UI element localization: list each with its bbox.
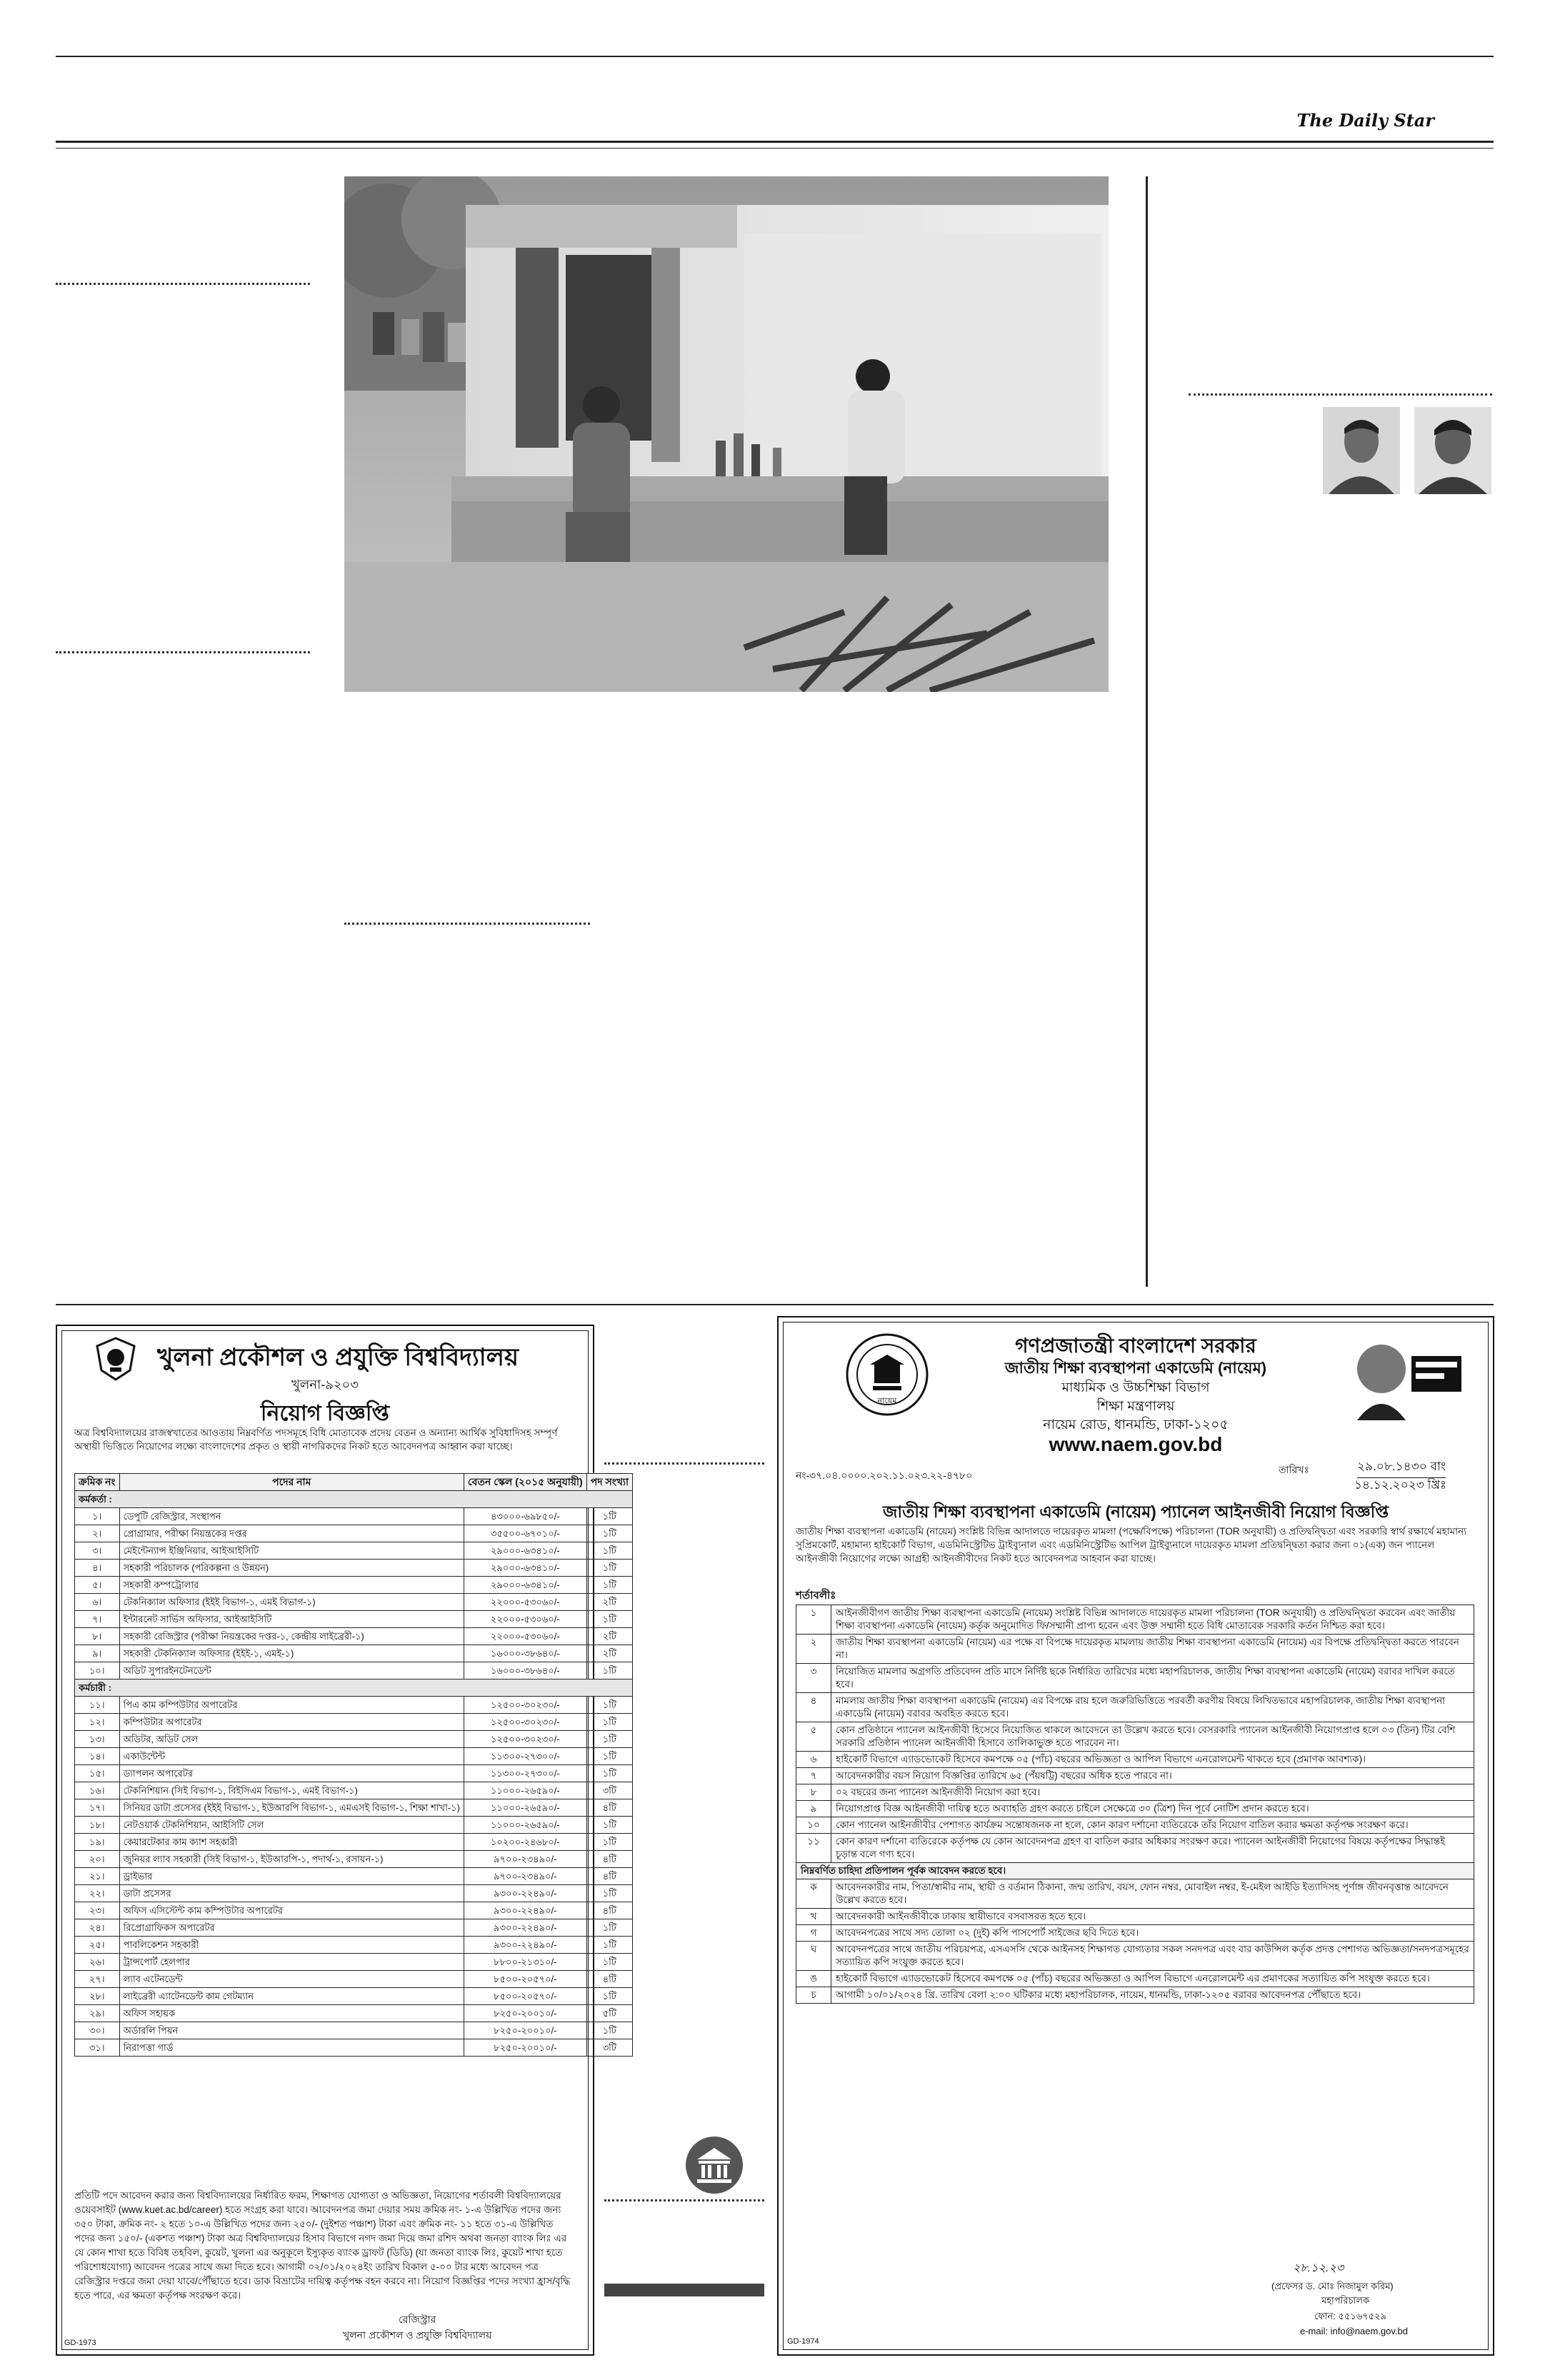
cell-serial: ১৫। (75, 1765, 120, 1782)
term-number: ২ (796, 1635, 831, 1664)
cell-scale: ৮২৫০-২০০১০/- (464, 2022, 586, 2039)
term-number: ঘ (796, 1942, 831, 1971)
cell-count: ৪টি (586, 1902, 632, 1919)
table-row (75, 1645, 633, 1662)
cell-serial: ২৭। (75, 1971, 120, 1988)
kuet-ad (56, 1325, 629, 2356)
cell-serial: ৭। (75, 1611, 120, 1628)
ads-top-rule (56, 1304, 1494, 1305)
cell-serial: ২৩। (75, 1902, 120, 1919)
cell-post: সহকারী পরিচালক (পরিকল্পনা ও উন্নয়ন) (119, 1560, 464, 1577)
table-row (75, 2022, 633, 2039)
cell-count: ৫টি (586, 2005, 632, 2022)
cell-count: ১টি (586, 1817, 632, 1834)
headshot-1-image (1323, 407, 1400, 494)
term-text: আইনজীবীগণ জাতীয় শিক্ষা ব্যবস্থাপনা একাডেমি (নায়েম) সংশ্লিষ্ট বিভিন্ন আদালতে দায়েরকৃত মামলা পরিচালনা (TOR অনুযায়ী) ও প্রতিদ্বন্দ্বিতা করবেন এবং জাতীয় শিক্ষা ব্যবস্থাপনা একাডেমি (নায়েম) কর্তৃক অনুমোদিত ফি/সম্মানী প্রাপ্য হবেন এবং উক্ত সম্মানী হতে বিধি মোতাবেক সরকারি কর্তন নিশ্চিত করা হবে। (831, 1605, 1474, 1635)
cell-post: টেকনিশিয়ান (সিই বিভাগ-১, বিইসিএম বিভাগ-১, এমই বিভাগ-১) (119, 1782, 464, 1799)
cell-count: ৪টি (586, 1851, 632, 1868)
news-photo (344, 176, 1109, 692)
term-row (796, 1801, 1474, 1817)
cell-post: পিএ কাম কম্পিউটার অপারেটর (119, 1697, 464, 1714)
naem-terms-body (796, 1605, 1474, 2004)
cell-serial: ২৯। (75, 2005, 120, 2022)
table-row (75, 1782, 633, 1799)
term-number: ৭ (796, 1768, 831, 1784)
term-number: ৯ (796, 1801, 831, 1817)
table-row (75, 1799, 633, 1817)
naem-building-logo-icon (684, 2135, 744, 2195)
cell-post: ইন্টারনেট সার্ভিস অফিসার, আইআইসিটি (119, 1611, 464, 1628)
documents-label: নিম্নবর্ণিত চাহিদা প্রতিপালন পূর্বক আবেদন করতে হবে। (796, 1863, 1474, 1879)
table-row (75, 1628, 633, 1645)
naem-line4: শিক্ষা মন্ত্রণালয় (1096, 1399, 1175, 1414)
cell-serial: ১১। (75, 1697, 120, 1714)
naem-intro: জাতীয় শিক্ষা ব্যবস্থাপনা একাডেমি (নায়েম) সংশ্লিষ্ট বিভিন্ন আদালতে দায়েরকৃত মামলা (পক্ষে/বিপক্ষে) পরিচালনা (TOR অনুযায়ী) ও প্রতিদ্বন্দ্বিতা এবং সরকারি স্বার্থ রক্ষার্থে মহামান্য সুপ্রিমকোর্ট, মহামান্য হাইকোর্ট বিভাগ, এডমিনিস্ট্রেটিভ ট্রাইব্যুনাল এবং এডমিনিস্ট্রেটিভ আপিল ট্রাইব্যুনালে দায়েরকৃত মামলা প্রতিদ্বন্দ্বিতা করার জন্য ০১(এক) জন প্যানেল আইনজীবী নিয়োগের লক্ষ্যে আগ্রহী আইনজীবীদের নিকট হতে আবেদনপত্র আহবান করা যাচ্ছে। (796, 1526, 1467, 1564)
table-row (75, 1748, 633, 1765)
term-row (796, 1784, 1474, 1801)
cell-post: অফিস এসিস্টেন্ট কাম কম্পিউটার অপারেটর (119, 1902, 464, 1919)
table-row (75, 1765, 633, 1782)
cell-post: নিরাপত্তা গার্ড (119, 2039, 464, 2057)
mid-col-bar (604, 2284, 764, 2296)
table-row (75, 1525, 633, 1542)
term-text: হাইকোর্ট বিভাগে এ্যাডভোকেট হিসেবে কমপক্ষে ০৫ (পাঁচ) বছরের অভিজ্ঞতা ও আপিল বিভাগে এনরোলমেন্ট এর প্রমাণকের সত্যায়িত কপি সংযুক্ত করতে হবে। (831, 1971, 1474, 1987)
naem-line3: মাধ্যমিক ও উচ্চশিক্ষা বিভাগ (1061, 1380, 1210, 1395)
cell-serial: ১৬। (75, 1782, 120, 1799)
cell-serial: ৩০। (75, 2022, 120, 2039)
term-text: আবেদনকারীর নাম, পিতা/স্বামীর নাম, স্থায়ী ও বর্তমান ঠিকানা, জন্ম তারিখ, বয়স, ফোন নম্বর, মোবাইল নম্বর, ই-মেইল আইডি ইত্যাদিসহ পূর্ণাঙ্গ জীবনবৃত্তান্ত আবেদনে উল্লেখ করতে হবে। (831, 1879, 1474, 1909)
term-text: হাইকোর্ট বিভাগে এ্যাডভোকেট হিসেবে কমপক্ষে ০৫ (পাঁচ) বছরের অভিজ্ঞতা ও আপিল বিভাগে এনরোলমেন্ট থাকতে হবে (প্রমাণক আবশ্যক)। (831, 1752, 1474, 1768)
cell-scale: ১১০০০-২৬৫৯০/- (464, 1782, 586, 1799)
term-row (796, 1942, 1474, 1971)
table-row (75, 1902, 633, 1919)
cell-serial: ১। (75, 1508, 120, 1525)
kuet-notice-title: নিয়োগ বিজ্ঞপ্তি (260, 1402, 390, 1425)
kuet-title: খুলনা প্রকৌশল ও প্রযুক্তি বিশ্ববিদ্যালয় (157, 1344, 519, 1371)
naem-line2: জাতীয় শিক্ষা ব্যবস্থাপনা একাডেমি (নায়েম) (1004, 1359, 1267, 1377)
cell-scale: ৮৫০০-২০৫৭০/- (464, 1988, 586, 2005)
term-row (796, 1987, 1474, 2004)
cell-serial: ১৩। (75, 1731, 120, 1748)
cell-serial: ৯। (75, 1645, 120, 1662)
cell-post: ল্যাব এটেনডেন্ট (119, 1971, 464, 1988)
cell-post: ডাটা প্রসেসর (119, 1885, 464, 1902)
cell-count: ১টি (586, 1508, 632, 1525)
table-row (75, 1611, 633, 1628)
cell-post: কেয়ারটেকার কাম ক্যাশ সহকারী (119, 1834, 464, 1851)
naem-phone: ফোন: ৫৫১৬৭৫২৯ (1314, 2311, 1387, 2321)
cell-scale: ২৯০০০-৬৩৪১০/- (464, 1542, 586, 1560)
cell-scale: ৮২৫০-২০০১০/- (464, 2039, 586, 2057)
cell-serial: ৮। (75, 1628, 120, 1645)
cell-post: ট্রান্সপোর্ট হেলপার (119, 1954, 464, 1971)
naem-date-label: তারিখঃ (1279, 1464, 1309, 1475)
cell-post: একাউন্টেন্ট (119, 1748, 464, 1765)
term-number: ৪ (796, 1693, 831, 1722)
term-number: খ (796, 1909, 831, 1925)
mid-col-rule-2 (604, 2199, 764, 2201)
kuet-table-body (75, 1491, 633, 2057)
cell-count: ১টি (586, 1937, 632, 1954)
table-row (75, 1560, 633, 1577)
naem-signature-date: ২৮.১২.২৩ (1293, 2262, 1344, 2274)
cell-scale: ১১৩০০-২৭৩০০/- (464, 1748, 586, 1765)
cell-post: অফিস সহায়ক (119, 2005, 464, 2022)
cell-post: অডিট সুপারইনটেনডেন্ট (119, 1662, 464, 1679)
table-row (75, 1508, 633, 1525)
kuet-section-row (75, 1491, 633, 1508)
cell-scale: ৯৩০০-২২৪৯০/- (464, 1919, 586, 1937)
cell-count: ১টি (586, 1748, 632, 1765)
col-scale: বেতন স্কেল (২০১৫ অনুযায়ী) (464, 1474, 586, 1491)
naem-terms-table (796, 1605, 1474, 2004)
term-number: ৬ (796, 1752, 831, 1768)
table-row (75, 1885, 633, 1902)
header-rule-thick (56, 141, 1494, 143)
term-number: ক (796, 1879, 831, 1909)
term-text: কোন প্রতিষ্ঠানে প্যানেল আইনজীবী হিসেবে নিয়োজিত থাকলে আবেদনে তা উল্লেখ করতে হবে। বেসরকারি প্যানেল আইনজীবী নিয়োগপ্রাপ্ত হলে ০৩ (তিন) টির বেশি সরকারি প্রতিষ্ঠান প্যানেল আইনজীবী হিসাবে তালিকাভুক্ত হতে পারবেন না। (831, 1722, 1474, 1752)
cell-count: ৪টি (586, 1971, 632, 1988)
table-row (75, 1851, 633, 1868)
term-row (796, 1693, 1474, 1722)
term-text: ০২ বছরের জন্য প্যানেল আইনজীবী নিয়োগ করা হবে। (831, 1784, 1474, 1801)
cell-serial: ১৯। (75, 1834, 120, 1851)
kuet-jobs-table-wrap (74, 1473, 629, 2057)
term-text: আবেদনকারী আইনজীবীকে ঢাকায় স্থায়ীভাবে বসবাসরত হতে হবে। (831, 1909, 1474, 1925)
cell-count: ১টি (586, 1697, 632, 1714)
table-row (75, 1594, 633, 1611)
cell-scale: ১১৩০০-২৭৩০০/- (464, 1765, 586, 1782)
naem-website: www.naem.gov.bd (1049, 1433, 1223, 1455)
term-row (796, 1909, 1474, 1925)
cell-serial: ২০। (75, 1851, 120, 1868)
table-row (75, 1937, 633, 1954)
term-row (796, 1971, 1474, 1987)
cell-count: ৪টি (586, 1868, 632, 1885)
term-row (796, 1605, 1474, 1635)
table-row (75, 1988, 633, 2005)
kuet-signature-title: রেজিস্ট্রার (399, 2314, 436, 2325)
term-row (796, 1834, 1474, 1863)
cell-count: ১টি (586, 1611, 632, 1628)
cell-serial: ৪। (75, 1560, 120, 1577)
cell-count: ১টি (586, 1954, 632, 1971)
cell-scale: ৮৫০০-২০৫৭০/- (464, 1971, 586, 1988)
table-row (75, 1714, 633, 1731)
term-number: ৩ (796, 1664, 831, 1693)
cell-scale: ১২৫০০-৩০২৩০/- (464, 1731, 586, 1748)
kuet-table-header (75, 1474, 633, 1491)
masthead: The Daily Star (1296, 110, 1434, 131)
col-post: পদের নাম (119, 1474, 464, 1491)
cell-scale: ৯৩০০-২২৪৯০/- (464, 1885, 586, 1902)
cell-post: টেকনিক্যাল অফিসার (ইইই বিভাগ-১, এমই বিভাগ-১) (119, 1594, 464, 1611)
cell-serial: ৩১। (75, 2039, 120, 2057)
table-row (75, 1697, 633, 1714)
cell-post: রিপ্রোগ্রাফিকস অপারেটর (119, 1919, 464, 1937)
cell-count: ৩টি (586, 2039, 632, 2057)
cell-count: ২টি (586, 1594, 632, 1611)
term-number: ৮ (796, 1784, 831, 1801)
term-text: আবেদনপত্রের সাথে জাতীয় পরিচয়পত্র, এসএসসি থেকে আইনসহ শিক্ষাগত যোগ্যতার সকল সনদপত্র এবং বার কাউন্সিল কর্তৃক প্রদত্ত পেশাগত অভিজ্ঞতা/সনদপত্রসমূহের সত্যায়িত কপি সংযুক্ত করতে হবে। (831, 1942, 1474, 1971)
naem-email: e-mail: info@naem.gov.bd (1300, 2326, 1408, 2336)
naem-line5: নায়েম রোড, ধানমন্ডি, ঢাকা-১২০৫ (1043, 1417, 1229, 1432)
table-row (75, 2039, 633, 2057)
cell-post: ড্রাইভার (119, 1868, 464, 1885)
table-row (75, 1731, 633, 1748)
table-row (75, 1542, 633, 1560)
term-row (796, 1925, 1474, 1942)
cell-serial: ৫। (75, 1577, 120, 1594)
cell-scale: ১৬০০০-৩৮৬৪০/- (464, 1662, 586, 1679)
term-row (796, 1635, 1474, 1664)
naem-line1: গণপ্রজাতন্ত্রী বাংলাদেশ সরকার (1015, 1335, 1256, 1357)
table-row (75, 1817, 633, 1834)
cell-post: জুনিয়র ল্যাব সহকারী (সিই বিভাগ-১, ইউআরপি-১, পদার্থ-১, রসায়ন-১) (119, 1851, 464, 1868)
table-row (75, 1868, 633, 1885)
cell-scale: ৯৭০০-২৩৪৯০/- (464, 1868, 586, 1885)
cell-post: লাইব্রেরী এ্যাটেনডেন্ট কাম গেটম্যান (119, 1988, 464, 2005)
cell-count: ১টি (586, 1885, 632, 1902)
table-row (75, 1954, 633, 1971)
cell-count: ১টি (586, 1577, 632, 1594)
kuet-section-row (75, 1679, 633, 1697)
cell-serial: ২৫। (75, 1937, 120, 1954)
cell-count: ১টি (586, 2022, 632, 2039)
cell-post: সিনিয়র ডাটা প্রসেসর (ইইই বিভাগ-১, ইউআরপি বিভাগ-১, এমএসই বিভাগ-১, শিক্ষা শাখা-১) (119, 1799, 464, 1817)
news-photo-image (344, 176, 1109, 692)
term-text: কোন প্যানেল আইনজীবীর পেশাগত কার্যক্রম সন্তোষজনক না হলে, কোন কারণ দর্শানো ব্যতিরেকে তাঁর নিয়োগ বাতিল করার ক্ষমতা কর্তৃপক্ষ সংরক্ষণ করে। (831, 1817, 1474, 1834)
cell-scale: ১১০০০-২৬৫৯০/- (464, 1799, 586, 1817)
cell-serial: ৩। (75, 1542, 120, 1560)
cell-count: ১টি (586, 1662, 632, 1679)
term-number: ১ (796, 1605, 831, 1635)
cell-serial: ১২। (75, 1714, 120, 1731)
kuet-body: প্রতিটি পদে আবেদন করার জন্য বিশ্ববিদ্যালয়ের নির্ধারিত ফরম, শিক্ষাগত যোগ্যতা ও অভিজ্ঞতা, নিয়োগের শর্তাবলী বিশ্ববিদ্যালয়ের ওয়েবসাইট (www.kuet.ac.bd/career) হতে সংগ্রহ করা যাবে। আবেদনপত্র জমা দেয়ার সময় ক্রমিক নং- ১-এ উল্লিখিত পদের জন্য ৩৫০ টাকা, ক্রমিক নং- ২ হতে ১০-এ উল্লিখিত পদের জন্য ২৫০/- (দুইশত পঞ্চাশ) টাকা এবং ক্রমিক নং- ১১ হতে ৩১-এ উল্লিখিত পদের জন্য ১৫০/- (একশত পঞ্চাশ) টাকা অত্র বিশ্ববিদ্যালয়ের হিসাব বিভাগে নগদ জমা দিয়ে জমা রশিদ অথবা জনতা ব্যাংক লিঃ এর যে কোন শাখা হতে বিবিধ তহবিল, কুয়েট, খুলনা এর অনুকূলে ইস্যুকৃত ব্যাংক ড্রাফট (ডিডি) (যা জনতা ব্যাংক লিঃ, কুয়েট শাখা হতে পরিশোধযোগ্য) আবেদন পত্রের সাথে জমা দিতে হবে। আগামী ০২/০১/২০২৪ইং তারিখ বিকাল ৫-০০ টার মধ্যে আবেদন পত্র রেজিস্ট্রার দপ্তরে জমা দেয়া যাবে/পৌঁছাতে হবে। ডাক বিভ্রাটের দায়িত্ব কর্তৃপক্ষ বহন করবে না। নিয়োগ বিজ্ঞপ্তির পদের সংখ্যা হ্রাস/বৃদ্ধি হতে পারে, এর ক্ষমতা কর্তৃপক্ষ সংরক্ষণ করে। (74, 2190, 571, 2301)
term-row (796, 1664, 1474, 1693)
cell-serial: ২৪। (75, 1919, 120, 1937)
cell-count: ২টি (586, 1628, 632, 1645)
cell-count: ১টি (586, 1834, 632, 1851)
cell-post: নেটওয়ার্ক টেকনিশিয়ান, আইসিটি সেল (119, 1817, 464, 1834)
cell-count: ১টি (586, 1731, 632, 1748)
term-number: ১০ (796, 1817, 831, 1834)
cell-count: ৪টি (586, 1799, 632, 1817)
term-row (796, 1768, 1474, 1784)
table-row (75, 2005, 633, 2022)
cell-serial: ২৬। (75, 1954, 120, 1971)
cell-scale: ২২০০০-৫৩০৬০/- (464, 1594, 586, 1611)
cell-scale: ৮২৫০-২০০১০/- (464, 2005, 586, 2022)
cell-serial: ২১। (75, 1868, 120, 1885)
table-row (75, 1577, 633, 1594)
cell-post: প্রোগ্রামার, পরীক্ষা নিয়ন্ত্রকের দপ্তর (119, 1525, 464, 1542)
cell-count: ১টি (586, 1765, 632, 1782)
cell-scale: ১২৫০০-৩০২৩০/- (464, 1697, 586, 1714)
cell-post: ড্যাপলন অপারেটর (119, 1765, 464, 1782)
term-text: আবেদনপত্রের সাথে সদ্য তোলা ০২ (দুই) কপি পাসপোর্ট সাইজের ছবি দিতে হবে। (831, 1925, 1474, 1942)
cell-count: ১টি (586, 1714, 632, 1731)
kuet-address: খুলনা-৯২০৩ (291, 1377, 359, 1392)
term-text: নিয়োজিত মামলার অগ্রগতি প্রতিবেদন প্রতি মাসে নির্দিষ্ট ছকে নির্ধারিত তারিখের মধ্যে মহাপরিচালক, জাতীয় শিক্ষা ব্যবস্থাপনা একাডেমি (নায়েম) বরাবর দাখিল করতে হবে। (831, 1664, 1474, 1693)
term-number: ঙ (796, 1971, 831, 1987)
term-row (796, 1817, 1474, 1834)
naem-date-2: ১৪.১২.২০২৩ খ্রিঃ (1354, 1478, 1447, 1492)
cell-scale: ২৯০০০-৬৩৪১০/- (464, 1577, 586, 1594)
naem-signer-title: মহাপরিচালক (1321, 2295, 1370, 2306)
cell-scale: ৯৭০০-২৩৪৯০/- (464, 1851, 586, 1868)
cell-count: ১টি (586, 1919, 632, 1937)
naem-terms-wrap (796, 1605, 1474, 2004)
col-serial: ক্রমিক নং (75, 1474, 120, 1491)
cell-post: সহকারী রেজিস্ট্রার (পরীক্ষা নিয়ন্ত্রকের দপ্তর-১, কেন্দ্রীয় লাইব্রেরী-১) (119, 1628, 464, 1645)
cell-scale: ৮৮০০-২১৩১০/- (464, 1954, 586, 1971)
cell-scale: ২৯০০০-৬৩৪১০/- (464, 1560, 586, 1577)
mid-col-rule (604, 1462, 764, 1465)
header-rule-thin (56, 148, 1494, 149)
cell-serial: ৬। (75, 1594, 120, 1611)
kuet-signature-org: খুলনা প্রকৌশল ও প্রযুক্তি বিশ্ববিদ্যালয় (343, 2329, 492, 2341)
headshot-2-image (1414, 407, 1491, 494)
cell-scale: ১২৫০০-৩০২৩০/- (464, 1714, 586, 1731)
headshot-1 (1323, 407, 1400, 494)
cell-post: পাবলিকেশন সহকারী (119, 1937, 464, 1954)
naem-gd: GD-1974 (787, 2337, 819, 2346)
term-text: জাতীয় শিক্ষা ব্যবস্থাপনা একাডেমি (নায়েম) এর পক্ষে বা বিপক্ষে দায়েরকৃত মামলায় জাতীয় শিক্ষা ব্যবস্থাপনা একাডেমি (নায়েম) এর বিপক্ষে প্রতিদ্বন্দ্বিতা করতে পারবেন না। (831, 1635, 1474, 1664)
cell-serial: ১৮। (75, 1817, 120, 1834)
cell-count: ২টি (586, 1645, 632, 1662)
term-number: ৫ (796, 1722, 831, 1752)
cell-post: অডিটর, অডিট সেল (119, 1731, 464, 1748)
cell-post: সহকারী কম্পট্রোলার (119, 1577, 464, 1594)
vertical-column-rule (1146, 176, 1148, 1287)
right-col-rule (1189, 393, 1492, 396)
naem-ad (777, 1316, 1494, 2356)
documents-header-row (796, 1863, 1474, 1879)
left-col-rule-1 (56, 283, 310, 285)
cell-serial: ২। (75, 1525, 120, 1542)
term-text: কোন কারণ দর্শানো ব্যতিরেকে কর্তৃপক্ষ যে কোন আবেদনপত্র গ্রহণ বা বাতিল করার অধিকার সংরক্ষণ করে। প্যানেল আইনজীবী নিয়োগের বিষয়ে কর্তৃপক্ষের সিদ্ধান্তই চূড়ান্ত বলে গণ্য হবে। (831, 1834, 1474, 1863)
kuet-jobs-table (74, 1473, 633, 2057)
naem-date-1: ২৯.০৮.১৪৩০ বাং (1357, 1457, 1446, 1478)
cell-post: ডেপুটি রেজিস্ট্রার, সংস্থাপন (119, 1508, 464, 1525)
term-number: গ (796, 1925, 831, 1942)
top-rule (56, 56, 1494, 57)
term-text: আগামী ১০/০১/২০২৪ খ্রি. তারিখ বেলা ২:০০ ঘটিকার মধ্যে মহাপরিচালক, নায়েম, ধানমন্ডি, ঢাকা-১২০৫ বরাবর আবেদনপত্র পৌঁছাতে হবে। (831, 1987, 1474, 2004)
term-number: ১১ (796, 1834, 831, 1863)
cell-serial: ১০। (75, 1662, 120, 1679)
naem-memo: নং-৩৭.০৪.০০০০.২০২.১১.০২৩.২২-৪৭৮০ (796, 1470, 973, 1481)
cell-count: ১টি (586, 1542, 632, 1560)
headshot-2 (1414, 407, 1491, 494)
cell-serial: ১৪। (75, 1748, 120, 1765)
cell-scale: ১৬০০০-৩৮৬৪০/- (464, 1645, 586, 1662)
kuet-section-label: কর্মকর্তা : (75, 1491, 633, 1508)
cell-post: অর্ডারলি পিয়ন (119, 2022, 464, 2039)
term-row (796, 1722, 1474, 1752)
left-col-rule-2 (56, 651, 310, 653)
cell-serial: ২২। (75, 1885, 120, 1902)
naem-seal-text: নায়েম (877, 1397, 897, 1405)
cell-scale: ৩৫৫০০-৬৭০১০/- (464, 1525, 586, 1542)
cell-scale: ২২০০০-৫৩০৬০/- (464, 1628, 586, 1645)
kuet-section-label: কর্মচারী : (75, 1679, 633, 1697)
naem-conditions-label: শর্তাবলীঃ (796, 1590, 836, 1602)
term-row (796, 1879, 1474, 1909)
cell-scale: ২২০০০-৫৩০৬০/- (464, 1611, 586, 1628)
cell-scale: ১১০০০-২৬৫৯০/- (464, 1817, 586, 1834)
cell-scale: ৯৩০০-২২৪৯০/- (464, 1937, 586, 1954)
kuet-intro: অত্র বিশ্ববিদ্যালয়ের রাজস্বখাতের আওতায় নিম্নবর্ণিত পদসমূহে বিধি মোতাবেক প্রদেয় বেতন ও অন্যান্য আর্থিক সুবিধাদিসহ সম্পূর্ণ অস্থায়ী ভিত্তিতে নিয়োগের লক্ষ্যে বাংলাদেশের প্রকৃত ও স্থায়ী নাগরিকদের নিকট হতে আবেদনপত্র আহ্বান করা যাচ্ছে। (74, 1427, 558, 1452)
col-count: পদ সংখ্যা (586, 1474, 632, 1491)
cell-count: ৩টি (586, 1782, 632, 1799)
cell-serial: ২৮। (75, 1988, 120, 2005)
term-row (796, 1752, 1474, 1768)
term-text: আবেদনকারীর বয়স নিয়োগ বিজ্ঞপ্তির তারিখে ৬৫ (পঁয়ষট্টি) বছরের অধিক হতে পারবে না। (831, 1768, 1474, 1784)
cell-post: সহকারী টেকনিক্যাল অফিসার (ইইই-১, এমই-১) (119, 1645, 464, 1662)
cell-post: মেইন্টেন্যান্স ইঞ্জিনিয়ার, আইআইসিটি (119, 1542, 464, 1560)
cell-post: কম্পিউটার অপারেটর (119, 1714, 464, 1731)
cell-serial: ১৭। (75, 1799, 120, 1817)
cell-count: ১টি (586, 1560, 632, 1577)
cell-scale: ১০২০০-২৪৬৮০/- (464, 1834, 586, 1851)
table-row (75, 1919, 633, 1937)
term-text: নিয়োগপ্রাপ্ত বিজ্ঞ আইনজীবী দায়িত্ব হতে অব্যাহতি গ্রহণ করতে চাইলে সেক্ষেত্রে ৩০ (ত্রিশ) দিন পূর্বে নোটিশ প্রদান করতে হবে। (831, 1801, 1474, 1817)
naem-signer: (প্রফেসর ড. মোঃ নিজামুল করিম) (1271, 2281, 1394, 2291)
naem-notice-title: জাতীয় শিক্ষা ব্যবস্থাপনা একাডেমি (নায়েম) প্যানেল আইনজীবী নিয়োগ বিজ্ঞপ্তি (882, 1502, 1389, 1521)
cell-scale: ৯৩০০-২২৪৯০/- (464, 1902, 586, 1919)
cell-count: ১টি (586, 1525, 632, 1542)
cell-scale: ৪৩০০০-৬৯৮৫০/- (464, 1508, 586, 1525)
kuet-gd: GD-1973 (64, 2339, 96, 2347)
cell-count: ১টি (586, 1988, 632, 2005)
table-row (75, 1834, 633, 1851)
table-row (75, 1662, 633, 1679)
term-number: চ (796, 1987, 831, 2004)
term-text: মামলায় জাতীয় শিক্ষা ব্যবস্থাপনা একাডেমি (নায়েম) এর বিপক্ষে রায় হলে জরুরিভিত্তিতে পরবর্তী করণীয় বিষয়ে লিখিতভাবে মহাপরিচালক, জাতীয় শিক্ষা ব্যবস্থাপনা একাডেমি (নায়েম) বরাবর অবহিত করতে হবে। (831, 1693, 1474, 1722)
table-row (75, 1971, 633, 1988)
center-col-rule (344, 923, 590, 925)
